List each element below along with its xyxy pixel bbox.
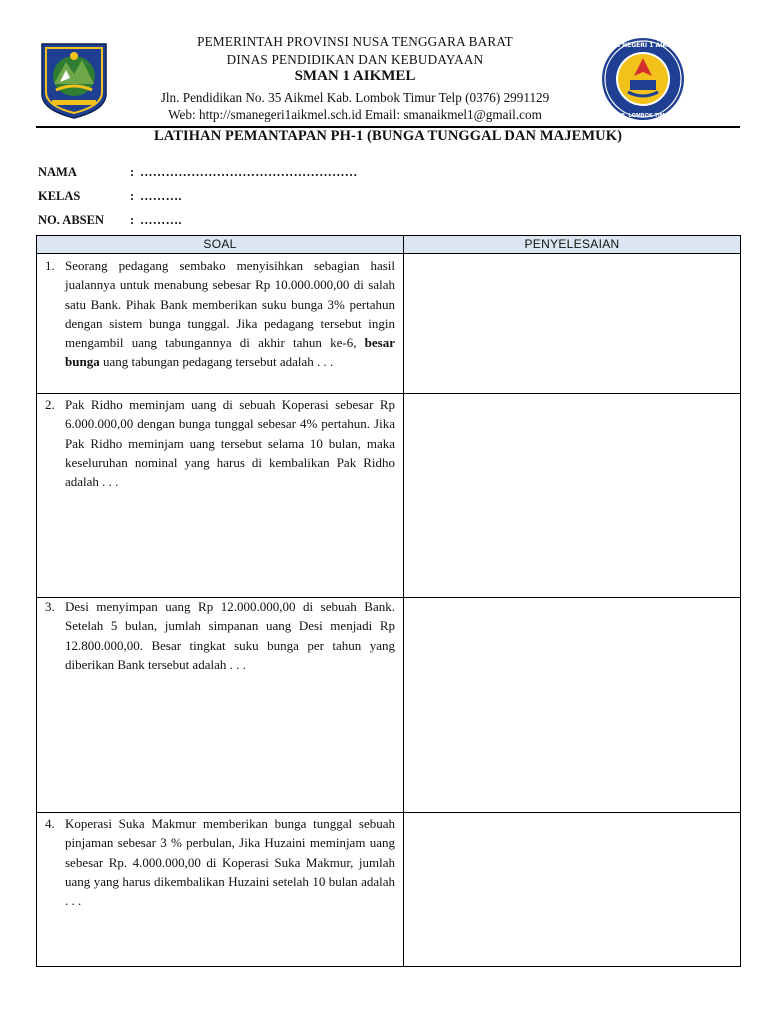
question-3 [45, 597, 395, 674]
answer-cell-4[interactable] [404, 813, 740, 966]
school-contact: Web: http://smanegeri1aikmel.sch.id Email: smanaikmel1@gmail.com [168, 107, 542, 122]
question-text: Seorang pedagang sembako menyisihkan sebagian hasil jualannya untuk menabung sebesar Rp 10.000.000,00 di salah satu Bank. Pihak Bank memberikan suku bunga 3% pertahun dengan sistem bunga tunggal. Jika pedagang tersebut ingin mengambil uang tabungannya di akhir tahun ke-6, besar bunga uang tabungan pedagang tersebut adalah . . . [65, 258, 395, 370]
question-table [36, 235, 741, 967]
government-name: PEMERINTAH PROVINSI NUSA TENGGARA BARAT [197, 34, 513, 49]
question-emphasis: besar bunga [65, 335, 395, 370]
svg-text:KAB. LOMBOK TIMUR: KAB. LOMBOK TIMUR [613, 113, 673, 119]
svg-text:SMA NEGERI 1 AIKMEL: SMA NEGERI 1 AIKMEL [605, 42, 681, 49]
question-1 [45, 256, 395, 372]
school-emblem-logo [600, 36, 686, 122]
absence-number-colon: : [130, 213, 135, 227]
school-address: Jln. Pendidikan No. 35 Aikmel Kab. Lombok Timur Telp (0376) 2991129 [160, 90, 550, 105]
department-name: DINAS PENDIDIKAN DAN KEBUDAYAAN [226, 52, 484, 67]
class-label: KELAS [38, 189, 81, 203]
question-text: Koperasi Suka Makmur memberikan bunga tunggal sebuah pinjaman sebesar 3 % perbulan, Jika Huzaini meminjam uang sebesar Rp. 4.000.000,00 di Koperasi Suka Makmur, jumlah uang yang harus dikembalikan Huzaini setelah 10 bulan adalah . . . [65, 816, 395, 909]
question-4 [45, 814, 395, 910]
answer-cell-3[interactable] [404, 598, 740, 812]
column-header-penyelesaian: PENYELESAIAN [524, 237, 620, 251]
question-number: 4. [45, 816, 55, 831]
question-number: 1. [45, 258, 55, 273]
name-field[interactable]: …………………………………………… [140, 165, 358, 179]
question-number: 2. [45, 397, 55, 412]
class-colon: : [130, 189, 135, 203]
question-number: 3. [45, 599, 55, 614]
table-header-row [37, 236, 740, 254]
column-header-soal: SOAL [203, 237, 237, 251]
question-text: Desi menyimpan uang Rp 12.000.000,00 di sebuah Bank. Setelah 5 bulan, jumlah simpanan uang Desi menjadi Rp 12.800.000,00. Besar tingkat suku bunga per tahun yang diberikan Bank tersebut adalah . . . [65, 599, 395, 672]
class-field[interactable]: ………. [140, 189, 182, 203]
question-text: Pak Ridho meminjam uang di sebuah Koperasi sebesar Rp 6.000.000,00 dengan bunga tunggal sebesar 4% pertahun. Jika Pak Ridho meminjam uang tersebut selama 10 bulan, maka keseluruhan nominal yang harus di kembalikan Pak Ridho adalah . . . [65, 397, 395, 490]
absence-number-field[interactable]: ………. [140, 213, 182, 227]
question-2 [45, 395, 395, 491]
school-name: SMAN 1 AIKMEL [294, 68, 416, 84]
document-title: LATIHAN PEMANTAPAN PH-1 (BUNGA TUNGGAL DAN MAJEMUK) [153, 128, 623, 144]
name-colon: : [130, 165, 135, 179]
answer-cell-1[interactable] [404, 254, 740, 393]
name-label: NAMA [38, 165, 77, 179]
province-emblem-logo [36, 40, 112, 120]
answer-cell-2[interactable] [404, 394, 740, 597]
absence-number-label: NO. ABSEN [38, 213, 104, 227]
